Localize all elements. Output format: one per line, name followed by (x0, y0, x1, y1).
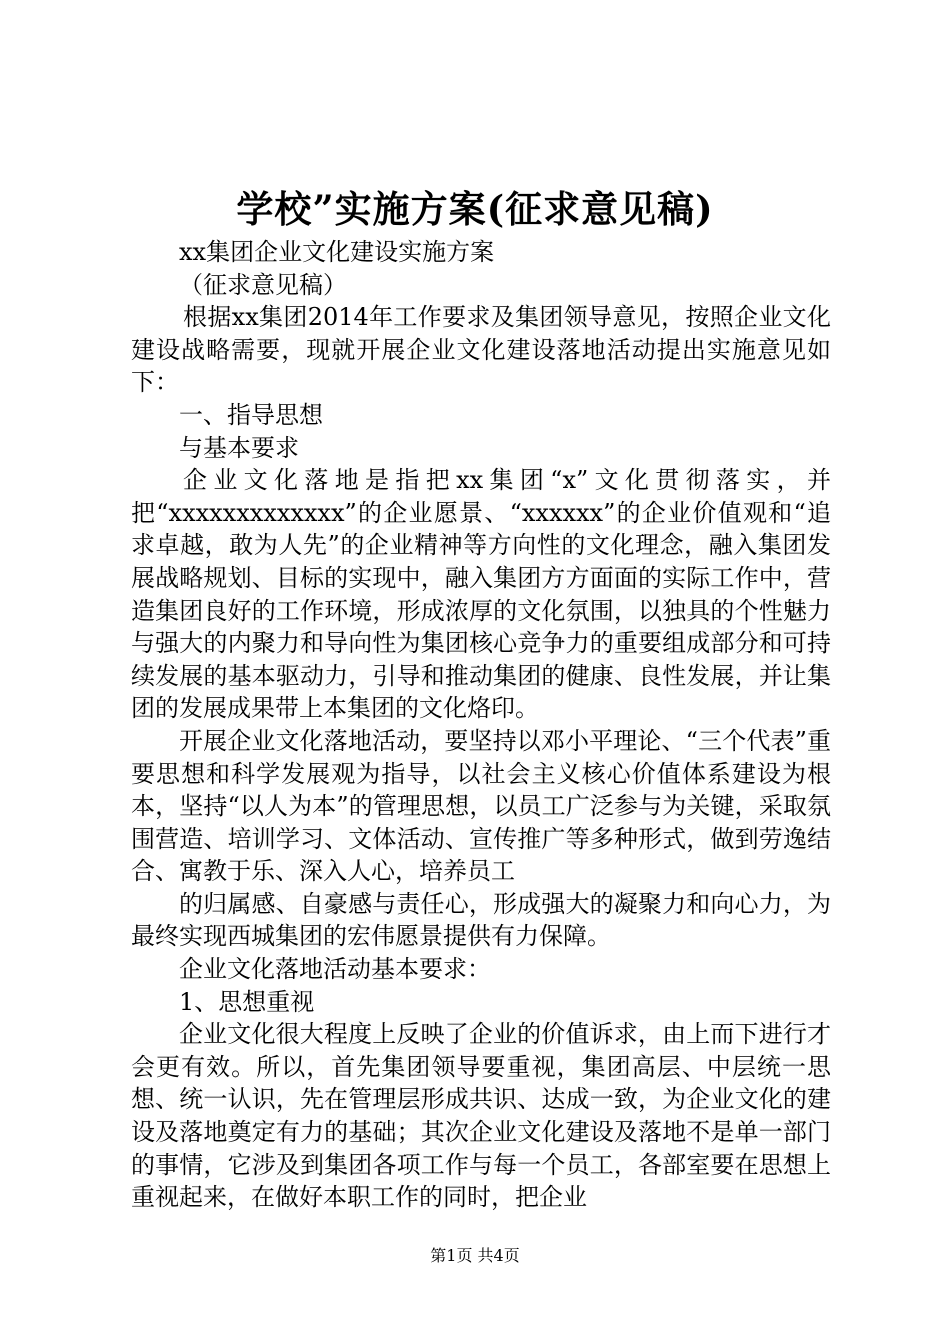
paragraph-belonging: 的归属感、自豪感与责任心，形成强大的凝聚力和向心力，为最终实现西城集团的宏伟愿景提供有力保障。 (131, 889, 831, 951)
heading-guiding-thought: 一、指导思想 (179, 400, 323, 429)
document-title: 学校”实施方案(征求意见稿) (236, 187, 714, 231)
heading-thought-emphasis: 1、思想重视 (179, 987, 315, 1016)
document-body (131, 236, 831, 1214)
paragraph-culture-landing: 企业文化落地是指把xx集团“x”文化贯彻落实，并把“xxxxxxxxxxxxx”的企业愿景、“xxxxxx”的企业价值观和“追求卓越，敢为人先”的企业精神等方向性的文化理念，融入集团发展战略规划、目标的实现中，融入集团方方面面的实际工作中，营造集团良好的工作环境，形成浓厚的文化氛围，以独具的个性魅力与强大的内聚力和导向性为集团核心竞争力的重要组成部分和可持续发展的基本驱动力，引导和推动集团的健康、良性发展，并让集团的发展成果带上本集团的文化烙印。 (131, 466, 831, 723)
paragraph-subtitle: xx集团企业文化建设实施方案 (179, 238, 495, 266)
paragraph-draft-note: （征求意见稿） (179, 270, 347, 299)
page-footer: 第1页 共4页 (430, 1246, 520, 1265)
heading-basic-requirements: 与基本要求 (179, 433, 299, 462)
paragraph-activity-guidance: 开展企业文化落地活动，要坚持以邓小平理论、“三个代表”重要思想和科学发展观为指导，以社会主义核心价值体系建设为根本，坚持“以人为本”的管理思想，以员工广泛参与为关键，采取氛围营造、培训学习、文体活动、宣传推广等多种形式，做到劳逸结合、寓教于乐、深入人心，培养员工 (131, 726, 831, 886)
paragraph-value-appeal: 企业文化很大程度上反映了企业的价值诉求，由上而下进行才会更有效。所以，首先集团领导要重视，集团高层、中层统一思想、统一认识，先在管理层形成共识、达成一致，为企业文化的建设及落地奠定有力的基础；其次企业文化建设及落地不是单一部门的事情，它涉及到集团各项工作与每一个员工，各部室要在思想上重视起来，在做好本职工作的同时，把企业 (131, 1020, 831, 1212)
paragraph-intro: 根据xx集团2014年工作要求及集团领导意见，按照企业文化建设战略需要，现就开展企业文化建设落地活动提出实施意见如下： (131, 303, 831, 397)
heading-activity-requirements: 企业文化落地活动基本要求： (179, 955, 491, 984)
